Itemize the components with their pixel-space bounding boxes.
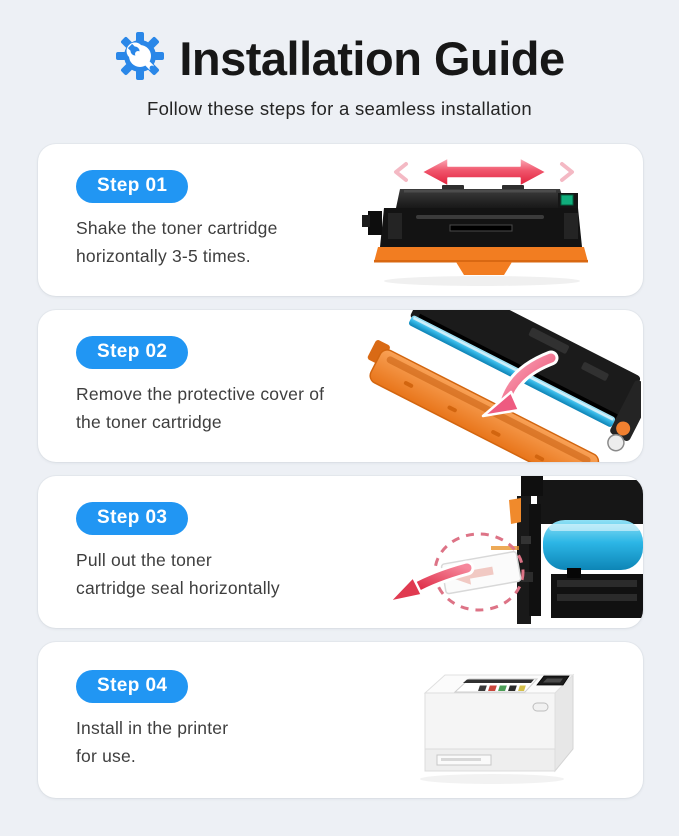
step-02-badge: Step 02: [76, 336, 188, 369]
step-01-card: [38, 144, 643, 296]
step-03-card: [38, 476, 643, 628]
step-04-description: Install in the printer for use.: [76, 718, 229, 766]
step-01-badge: Step 01: [76, 170, 188, 203]
toner-cartridge-seal-pull-illustration: [371, 476, 643, 628]
step-02-card: [38, 310, 643, 462]
page-subtitle: Follow these steps for a seamless installation: [146, 98, 532, 119]
step-02-description: Remove the protective cover of the toner cartridge: [76, 384, 325, 432]
step-04-card: [38, 642, 643, 798]
toner-cartridge-cover-removal-illustration: [365, 310, 641, 462]
toner-cartridge-shake-illustration: [349, 145, 619, 295]
step-03-description: Pull out the toner cartridge seal horizontally: [76, 550, 280, 598]
step-01-description: Shake the toner cartridge horizontally 3-5 times.: [76, 218, 278, 266]
step-03-badge: Step 03: [76, 502, 188, 535]
page-title: Installation Guide: [179, 31, 565, 85]
header: [0, 0, 679, 120]
step-card-list: [38, 144, 643, 798]
double-arrow-icon: [396, 158, 572, 186]
gear-wrench-icon: [114, 30, 166, 87]
step-04-badge: Step 04: [76, 670, 188, 703]
printer-illustration: [397, 645, 587, 795]
